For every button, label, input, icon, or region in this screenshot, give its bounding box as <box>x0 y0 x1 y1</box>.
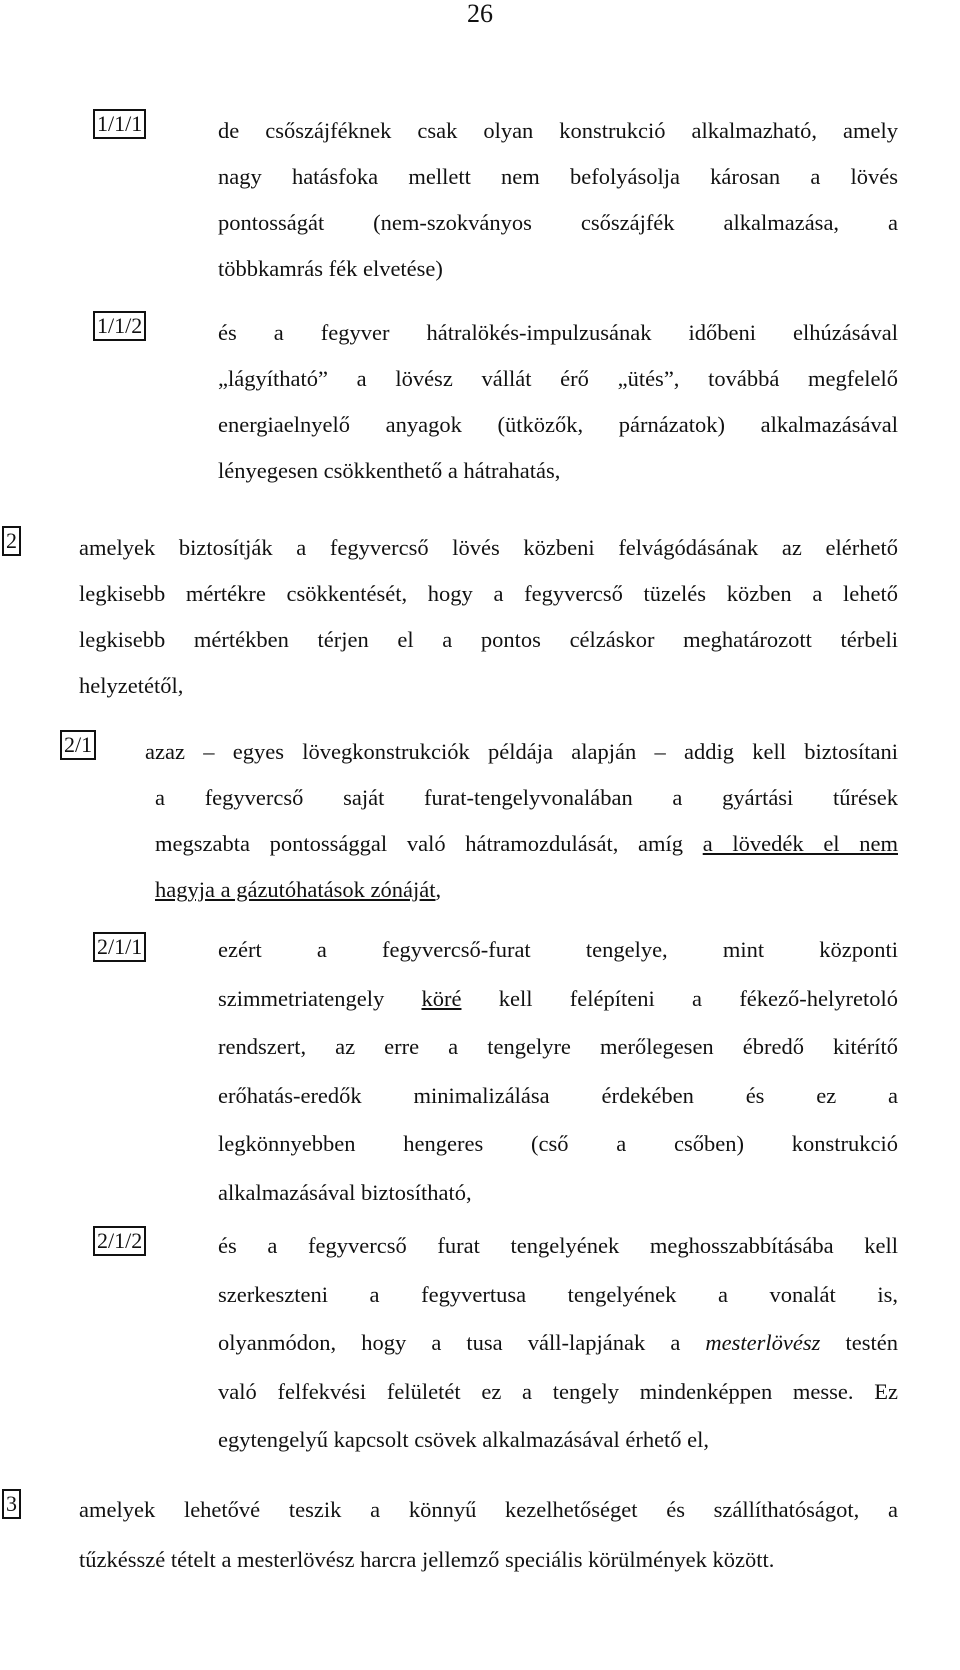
text-line: de csőszájféknek csak olyan konstrukció alkalmazható, amely <box>218 118 898 143</box>
text-line <box>155 867 898 913</box>
paragraph-2-1-2 <box>218 1222 898 1465</box>
text-line <box>218 1319 898 1368</box>
text-line: amelyek biztosítják a fegyvercső lövés közbeni felvágódásának az elérhető <box>79 535 898 560</box>
text-line <box>155 821 898 867</box>
text-line: tűzkésszé tételt a mesterlövész harcra jellemző speciális körülmények között. <box>79 1547 775 1572</box>
section-label-2-1-2: 2/1/2 <box>93 1226 146 1256</box>
text-line: „lágyítható” a lövész vállát érő „ütés”, továbbá megfelelő <box>218 366 898 391</box>
text-line: ezért a fegyvercső-furat tengelye, mint központi <box>218 937 898 962</box>
text-line: legkisebb mértékre csökkentését, hogy a fegyvercső tüzelés közben a lehető <box>79 581 898 606</box>
text-line: helyzetétől, <box>79 673 184 698</box>
text-line: szerkeszteni a fegyvertusa tengelyének a vonalát is, <box>218 1281 898 1307</box>
text-run: testén <box>820 1330 898 1355</box>
paragraph-2-1 <box>155 775 898 913</box>
text-run: kell felépíteni a fékező-helyretoló <box>461 985 898 1011</box>
underlined-text: köré <box>421 985 462 1011</box>
text-line: legkisebb mértékben térjen el a pontos célzáskor meghatározott térbeli <box>79 627 898 652</box>
underlined-text: hagyja a gázutóhatások zónáját <box>155 877 436 902</box>
paragraph-1-1-2 <box>218 310 898 494</box>
italic-text: mesterlövész <box>705 1330 821 1355</box>
text-line: erőhatás-eredők minimalizálása érdekében és ez a <box>218 1082 898 1108</box>
section-label-2: 2 <box>2 526 21 556</box>
paragraph-2 <box>79 525 898 709</box>
paragraph-2-1-1 <box>218 926 898 1217</box>
text-line: való felfekvési felületét ez a tengely mindenképpen messe. Ez <box>218 1378 898 1404</box>
text-line: és a fegyvercső furat tengelyének meghosszabbításába kell <box>218 1233 898 1258</box>
text-line: többkamrás fék elvetése) <box>218 256 443 281</box>
paragraph-3 <box>79 1485 898 1585</box>
text-run: szimmetriatengely <box>218 985 422 1011</box>
text-run: megszabta pontossággal való hátramozdulását, amíg <box>155 831 703 856</box>
section-label-2-1: 2/1 <box>60 730 96 760</box>
text-line: alkalmazásával biztosítható, <box>218 1179 472 1205</box>
text-run: olyanmódon, hogy a tusa váll-lapjának a <box>218 1330 706 1355</box>
text-run: , <box>435 877 442 902</box>
paragraph-1-1-1 <box>218 108 898 292</box>
text-line: a fegyvercső saját furat-tengelyvonalában a gyártási tűrések <box>155 785 898 810</box>
text-line: egytengelyű kapcsolt csövek alkalmazásával érhető el, <box>218 1427 710 1452</box>
section-label-1-1-1: 1/1/1 <box>93 109 146 139</box>
text-line <box>218 975 898 1024</box>
section-label-1-1-2: 1/1/2 <box>93 311 146 341</box>
text-line: rendszert, az erre a tengelyre merőlegesen ébredő kitérítő <box>218 1034 898 1059</box>
text-line: energiaelnyelő anyagok (ütközők, párnázatok) alkalmazásával <box>218 412 898 437</box>
paragraph-2-1-first-line <box>145 729 898 775</box>
text-line: pontosságát (nem-szokványos csőszájfék alkalmazása, a <box>218 210 898 235</box>
text-line: nagy hatásfoka mellett nem befolyásolja károsan a lövés <box>218 164 898 189</box>
text-line: és a fegyver hátralökés-impulzusának időbeni elhúzásával <box>218 320 898 345</box>
text-line: lényegesen csökkenthető a hátrahatás, <box>218 458 561 483</box>
section-label-3: 3 <box>2 1489 21 1519</box>
text-line: amelyek lehetővé teszik a könnyű kezelhetőséget és szállíthatóságot, a <box>79 1497 898 1522</box>
section-label-2-1-1: 2/1/1 <box>93 932 146 962</box>
page-number: 26 <box>467 0 493 28</box>
text-line: azaz – egyes lövegkonstrukciók példája alapján – addig kell biztosítani <box>145 739 898 764</box>
underlined-text: a lövedék el nem <box>702 831 898 856</box>
text-line: legkönnyebben hengeres (cső a csőben) konstrukció <box>218 1131 898 1156</box>
